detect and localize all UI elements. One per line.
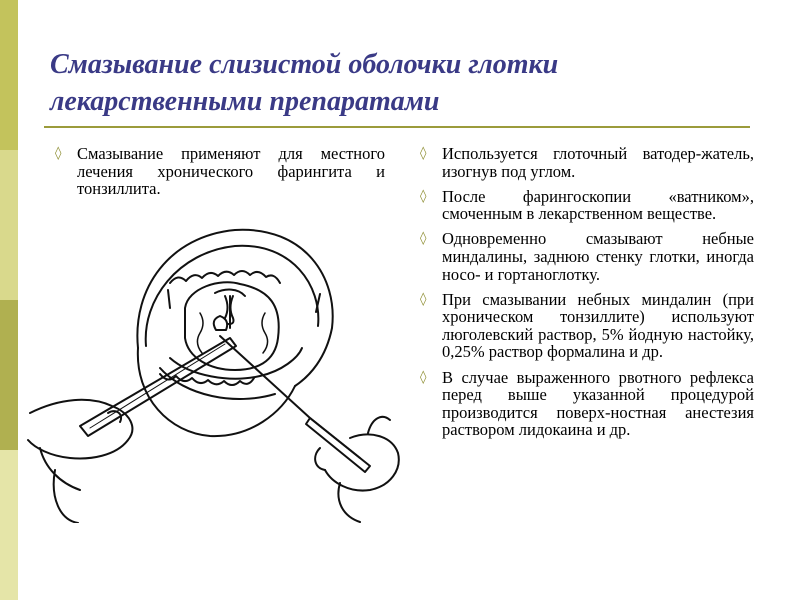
bullet-marker-icon: ◊ <box>55 146 62 161</box>
bullet-marker-icon: ◊ <box>420 188 427 204</box>
title-divider <box>44 126 750 128</box>
bullet-item: ◊ Смазывание применяют для местного лечения хронического фарингита и тонзиллита. <box>55 144 385 199</box>
upper-lip-outline <box>137 230 332 386</box>
upper-teeth <box>170 271 280 283</box>
right-hand <box>325 434 399 490</box>
bullet-item: ◊ При смазывании небных миндалин (при хроническом тонзиллите) используют люголевский раствор, 5% йодную настойку, 0,25% раствор формалина и др. <box>420 289 754 362</box>
left-hand <box>28 400 132 459</box>
slide-title <box>50 46 770 120</box>
left-bullet-list <box>55 145 385 205</box>
bullet-item: ◊ В случае выраженного рвотного рефлекса перед выше указанной процедурой производится поверх-ностная анестезия раствором лидокаина и др. <box>420 367 754 440</box>
decorative-side-bar <box>0 0 18 600</box>
bullet-item: ◊ Одновременно смазывают небные миндалины, заднюю стенку глотки, иногда носо- и гортаноглотку. <box>420 229 754 284</box>
slide-title-line-1: Смазывание слизистой оболочки глотки <box>50 49 559 80</box>
slide-title-line-2: лекарственными препаратами <box>50 86 440 117</box>
spatula <box>80 338 236 436</box>
bullet-marker-icon: ◊ <box>420 291 427 307</box>
bullet-item: ◊ Используется глоточный ватодер-жатель, изогнув под углом. <box>420 144 754 181</box>
bullet-marker-icon: ◊ <box>420 146 427 161</box>
bullet-marker-icon: ◊ <box>420 231 427 247</box>
right-bullet-list <box>420 145 754 446</box>
bullet-marker-icon: ◊ <box>420 369 427 385</box>
bullet-item: ◊ После фарингоскопии «ватником», смоченным в лекарственном веществе. <box>420 186 754 224</box>
throat-swab-illustration <box>20 208 400 523</box>
swab-holder <box>220 336 360 458</box>
